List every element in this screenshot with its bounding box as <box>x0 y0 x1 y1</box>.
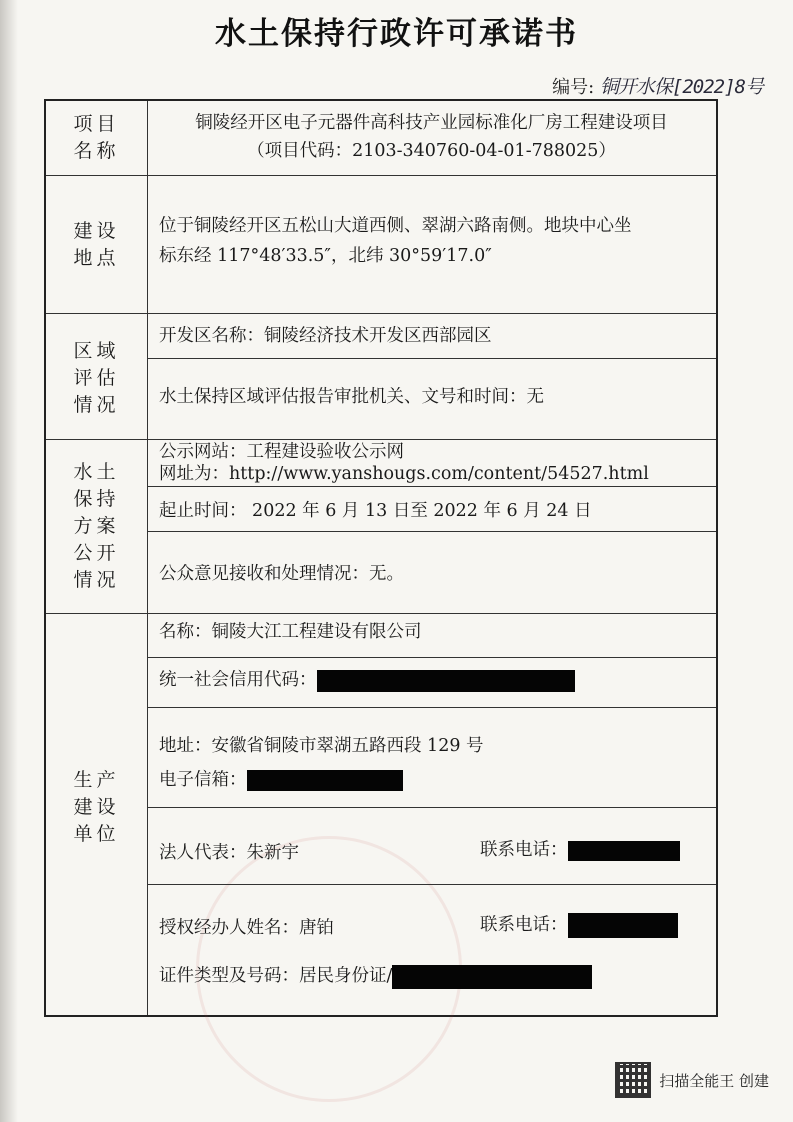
sub-row-divider <box>147 358 716 359</box>
page-edge-shadow <box>0 0 18 1122</box>
qr-code-icon <box>615 1062 651 1098</box>
sub-row-divider <box>147 884 716 885</box>
publicity-url: 网址为：http://www.yanshougs.com/content/54527.html <box>159 464 649 484</box>
serial-value-handwritten: 铜开水保[2022]8号 <box>599 76 763 98</box>
email-row <box>159 767 704 794</box>
document-title: 水土保持行政许可承诺书 <box>215 16 578 52</box>
project-code: （项目代码：2103-340760-04-01-788025） <box>247 141 616 161</box>
agent-name: 授权经办人姓名：唐铂 <box>159 918 334 938</box>
publicity-period: 起止时间： 2022 年 6 月 13 日至 2022 年 6 月 24 日 <box>159 501 592 521</box>
publicity-website: 公示网站：工程建设验收公示网 <box>159 442 404 462</box>
company-name: 名称：铜陵大江工程建设有限公司 <box>159 622 422 642</box>
label-publicity: 水土 保持 方案 公开 情况 <box>73 461 120 591</box>
project-name-line1: 铜陵经开区电子元器件高科技产业园标准化厂房工程建设项目 <box>195 113 668 133</box>
legal-representative: 法人代表：朱新宇 <box>159 843 299 863</box>
redaction-bar <box>568 913 678 938</box>
sub-row-divider <box>147 657 716 658</box>
commitment-form-table <box>44 99 718 1017</box>
scanner-app-name: 扫描全能王 创建 <box>659 1071 769 1090</box>
agent-phone-label: 联系电话： <box>480 915 568 935</box>
label-location: 建设 地点 <box>73 220 120 269</box>
agent-phone-row <box>480 912 704 939</box>
serial-label: 编号: <box>552 77 595 98</box>
redaction-bar <box>392 965 592 989</box>
id-label: 证件类型及号码：居民身份证/ <box>159 966 393 986</box>
row-divider <box>46 313 716 314</box>
legal-phone-label: 联系电话： <box>480 840 568 860</box>
sub-row-divider <box>147 531 716 532</box>
serial-number <box>552 72 763 99</box>
label-producer: 生产 建设 单位 <box>73 769 120 845</box>
label-project-name: 项目 名称 <box>73 113 120 162</box>
credit-code-label: 统一社会信用代码： <box>159 670 317 690</box>
row-divider <box>46 175 716 176</box>
label-regional-assessment: 区域 评估 情况 <box>73 340 120 416</box>
location-coordinates: 标东经 117°48′33.5″，北纬 30°59′17.0″ <box>159 246 492 266</box>
sub-row-divider <box>147 807 716 808</box>
zone-name: 开发区名称：铜陵经济技术开发区西部园区 <box>159 326 492 346</box>
assessment-approval: 水土保持区域评估报告审批机关、文号和时间：无 <box>159 387 544 407</box>
credit-code-row <box>159 667 704 694</box>
scanner-watermark <box>615 1062 769 1098</box>
row-divider <box>46 613 716 614</box>
company-address: 地址：安徽省铜陵市翠湖五路西段 129 号 <box>159 736 484 756</box>
location-line1: 位于铜陵经开区五松山大道西侧、翠湖六路南侧。地块中心坐 <box>159 216 632 236</box>
email-label: 电子信箱： <box>159 770 247 790</box>
label-column-divider <box>147 101 148 1015</box>
sub-row-divider <box>147 707 716 708</box>
legal-phone-row <box>480 837 704 864</box>
id-row <box>159 963 704 990</box>
redaction-bar <box>317 670 575 692</box>
redaction-bar <box>247 770 403 791</box>
public-opinions: 公众意见接收和处理情况：无。 <box>159 564 404 584</box>
redaction-bar <box>568 841 680 861</box>
